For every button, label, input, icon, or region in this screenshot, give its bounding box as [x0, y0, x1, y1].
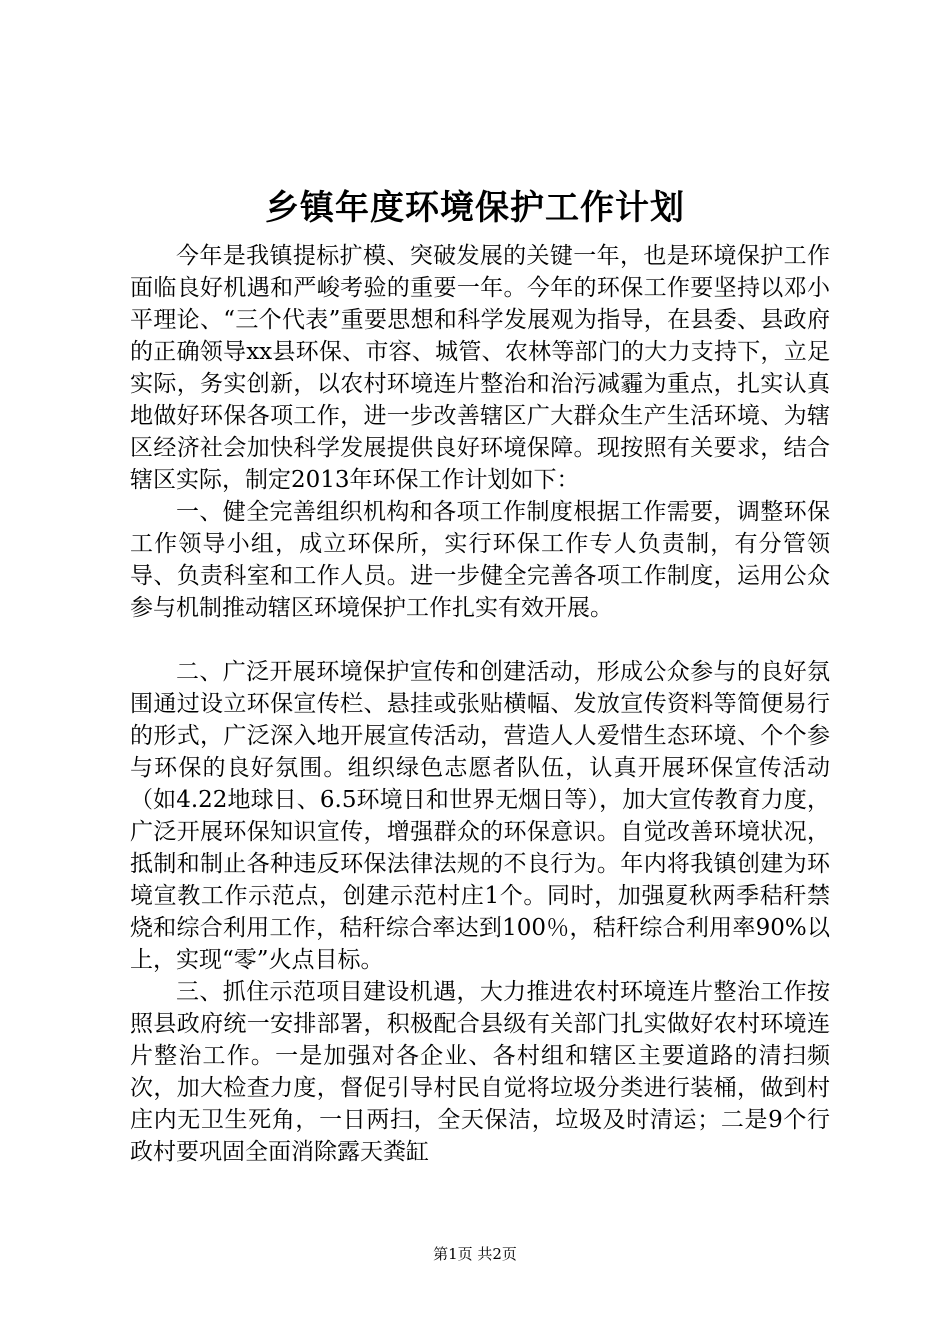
paragraph-intro: 今年是我镇提标扩模、突破发展的关键一年，也是环境保护工作面临良好机遇和严峻考验的重要一年。今年的环保工作要坚持以邓小平理论、“三个代表”重要思想和科学发展观为指导，在县委、县政府的正确领导xx县环保、市容、城管、农林等部门的大力支持下，立足实际，务实创新，以农村环境连片整治和治污减霾为重点，扎实认真地做好环保各项工作，进一步改善辖区广大群众生产生活环境、为辖区经济社会加快科学发展提供良好环境保障。现按照有关要求，结合辖区实际，制定2013年环保工作计划如下：: [130, 243, 830, 493]
document-body: [130, 240, 830, 1168]
paragraph-section-2: 二、广泛开展环境保护宣传和创建活动，形成公众参与的良好氛围通过设立环保宣传栏、悬挂或张贴横幅、发放宣传资料等简便易行的形式，广泛深入地开展宣传活动，营造人人爱惜生态环境、个个参与环保的良好氛围。组织绿色志愿者队伍，认真开展环保宣传活动（如4.22地球日、6.5环境日和世界无烟日等），加大宣传教育力度，广泛开展环保知识宣传，增强群众的环保意识。自觉改善环境状况，抵制和制止各种违反环保法律法规的不良行为。年内将我镇创建为环境宣教工作示范点，创建示范村庄1个。同时，加强夏秋两季秸秆禁烧和综合利用工作，秸秆综合率达到100％，秸秆综合利用率90%以上，实现“零”火点目标。: [130, 659, 830, 973]
page-number-footer: 第1页 共2页: [433, 1245, 517, 1263]
paragraph-section-3: 三、抓住示范项目建设机遇，大力推进农村环境连片整治工作按照县政府统一安排部署，积极配合县级有关部门扎实做好农村环境连片整治工作。一是加强对各企业、各村组和辖区主要道路的清扫频次，加大检查力度，督促引导村民自觉将垃圾分类进行装桶，做到村庄内无卫生死角，一日两扫，全天保洁，垃圾及时清运；二是9个行政村要巩固全面消除露天粪缸: [130, 979, 830, 1165]
document-title: 乡镇年度环境保护工作计划: [265, 188, 685, 228]
paragraph-section-1: 一、健全完善组织机构和各项工作制度根据工作需要，调整环保工作领导小组，成立环保所，实行环保工作专人负责制，有分管领导、负责科室和工作人员。进一步健全完善各项工作制度，运用公众参与机制推动辖区环境保护工作扎实有效开展。: [130, 499, 830, 621]
